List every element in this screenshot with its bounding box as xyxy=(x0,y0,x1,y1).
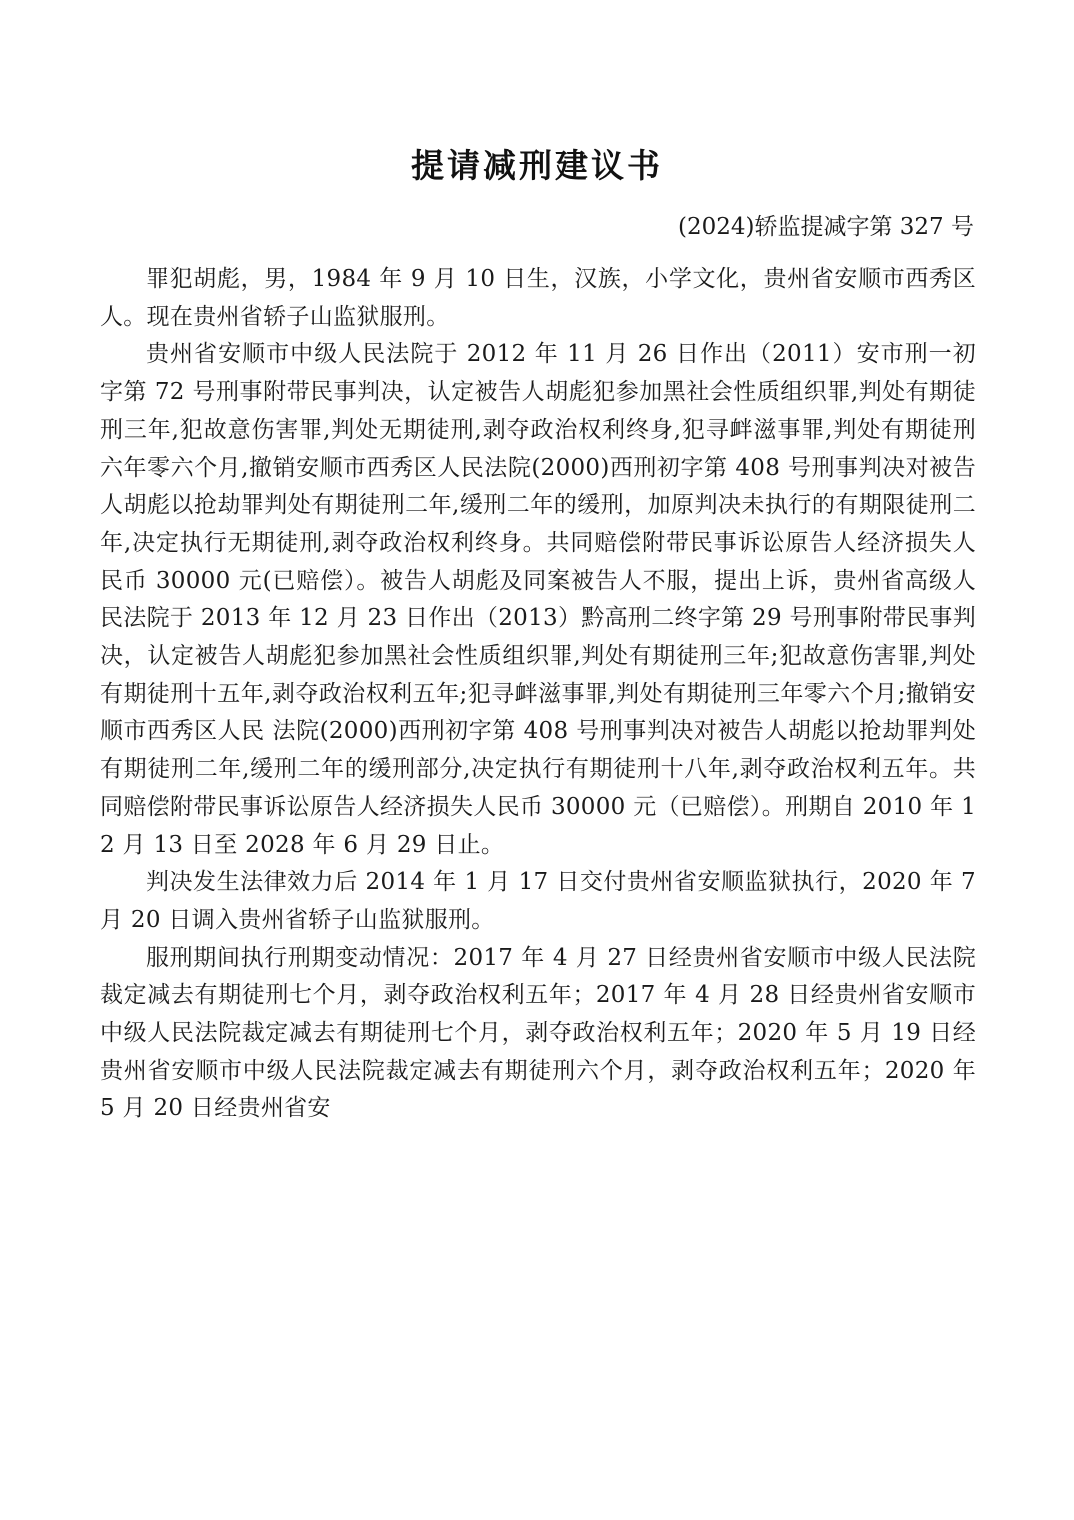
document-title: 提请减刑建议书 xyxy=(411,146,663,185)
paragraph-judgment-history: 贵州省安顺市中级人民法院于 2012 年 11 月 26 日作出（2011）安市刑一初字第 72 号刑事附带民事判决，认定被告人胡彪犯参加黑社会性质组织罪,判处有期徒刑三年,犯故意伤害罪,判处无期徒刑,剥夺政治权利终身,犯寻衅滋事罪,判处有期徒刑六年零六个月,撤销安顺市西秀区人民法院(2000)西刑初字第 408 号刑事判决对被告人胡彪以抢劫罪判处有期徒刑二年,缓刑二年的缓刑，加原判决未执行的有期限徒刑二年,决定执行无期徒刑,剥夺政治权利终身。共同赔偿附带民事诉讼原告人经济损失人民币 30000 元(已赔偿）。被告人胡彪及同案被告人不服，提出上诉，贵州省高级人民法院于 2013 年 12 月 23 日作出（2013）黔高刑二终字第 29 号刑事附带民事判决，认定被告人胡彪犯参加黑社会性质组织罪,判处有期徒刑三年;犯故意伤害罪,判处有期徒刑十五年,剥夺政治权利五年;犯寻衅滋事罪,判处有期徒刑三年零六个月;撤销安顺市西秀区人民 法院(2000)西刑初字第 408 号刑事判决对被告人胡彪以抢劫罪判处有期徒刑二年,缓刑二年的缓刑部分,决定执行有期徒刑十八年,剥夺政治权利五年。共同赔偿附带民事诉讼原告人经济损失人民币 30000 元（已赔偿）。刑期自 2010 年 12 月 13 日至 2028 年 6 月 29 日止。 xyxy=(100,341,976,858)
document-number: (2024)轿监提减字第 327 号 xyxy=(677,214,974,240)
paragraph-personal-info: 罪犯胡彪，男，1984 年 9 月 10 日生，汉族，小学文化，贵州省安顺市西秀区人。现在贵州省轿子山监狱服刑。 xyxy=(100,266,976,330)
paragraph-sentence-changes: 服刑期间执行刑期变动情况：2017 年 4 月 27 日经贵州省安顺市中级人民法院裁定减去有期徒刑七个月，剥夺政治权利五年；2017 年 4 月 28 日经贵州省安顺市中级人民法院裁定减去有期徒刑七个月，剥夺政治权利五年；2020 年 5 月 19 日经贵州省安顺市中级人民法院裁定减去有期徒刑六个月，剥夺政治权利五年；2020 年 5 月 20 日经贵州省安 xyxy=(100,944,976,1122)
paragraph-execution: 判决发生法律效力后 2014 年 1 月 17 日交付贵州省安顺监狱执行，2020 年 7 月 20 日调入贵州省轿子山监狱服刑。 xyxy=(100,869,976,933)
document-body xyxy=(100,261,976,1128)
